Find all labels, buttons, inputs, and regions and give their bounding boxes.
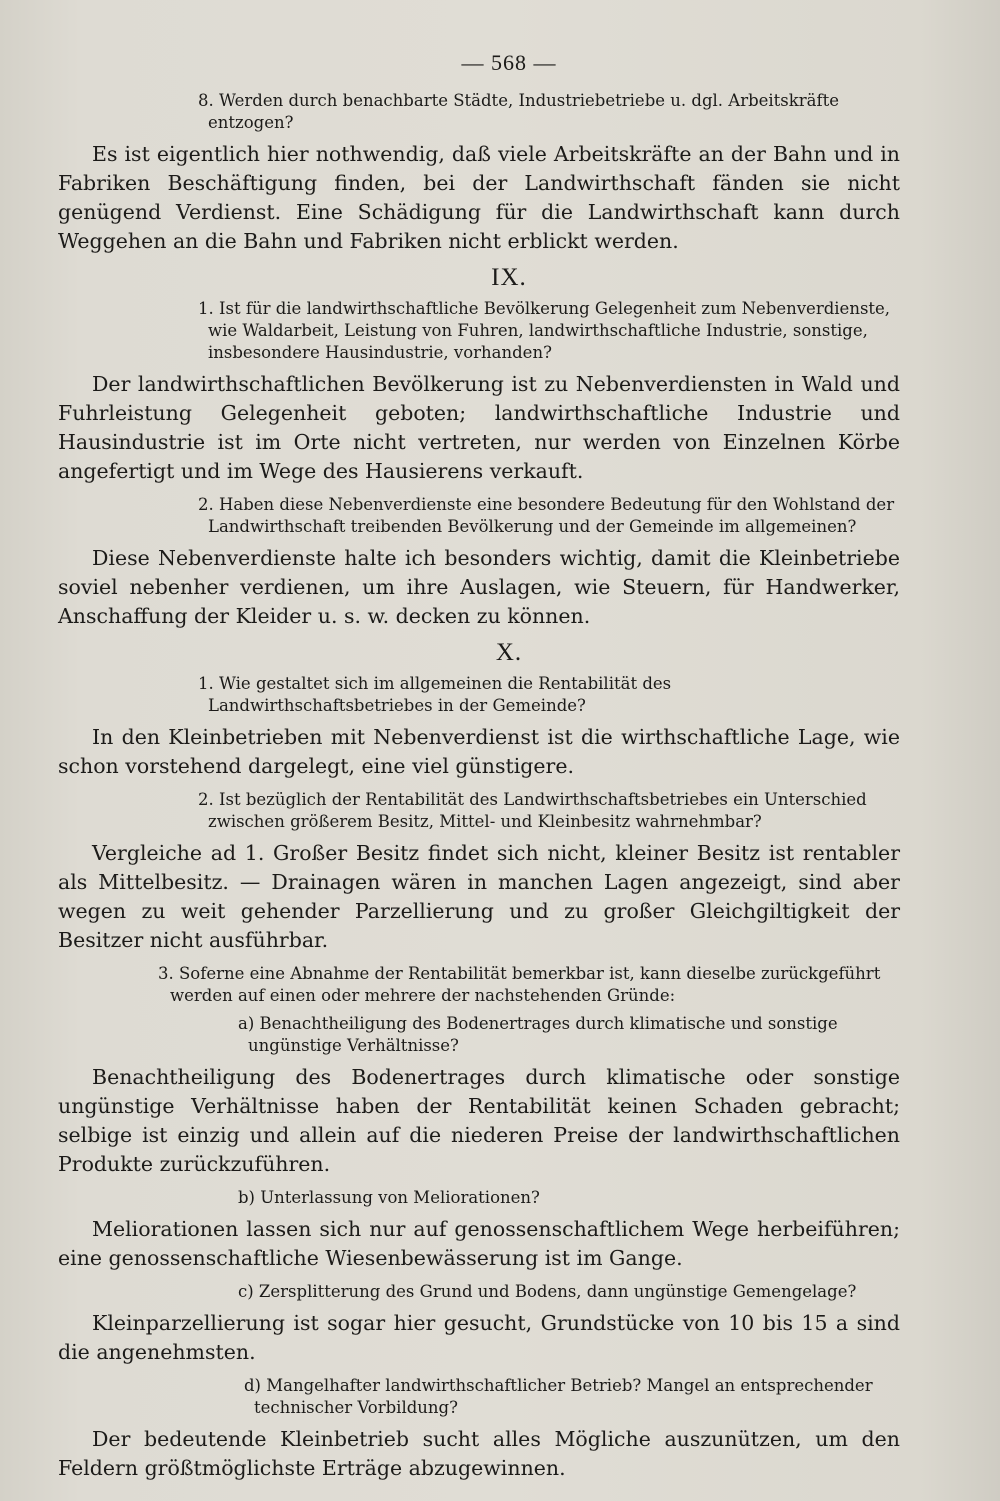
answer-paragraph: Der landwirthschaftlichen Bevölkerung ist zu Nebenverdiensten in Wald und Fuhrleistung Gelegenheit geboten; landwirthschaftliche Industrie und Hausindustrie ist im Orte nicht vertreten, nur werden von Einzelnen Körbe angefertigt und im Wege des Hausierens verkauft. xyxy=(58,372,900,483)
answer-paragraph: Der bedeutende Kleinbetrieb sucht alles Mögliche auszunützen, um den Feldern größtmöglichste Erträge abzugewinnen. xyxy=(58,1427,900,1480)
sub-question-text: d) Mangelhafter landwirthschaftlicher Betrieb? Mangel an entsprechender technischer Vorbildung? xyxy=(244,1376,873,1417)
sub-question-text: b) Unterlassung von Meliorationen? xyxy=(238,1188,540,1207)
question-text: 2. Ist bezüglich der Rentabilität des Landwirthschaftsbetriebes ein Unterschied zwischen größerem Besitz, Mittel- und Kleinbesitz wahrnehmbar? xyxy=(198,790,867,831)
page-content xyxy=(58,90,900,1483)
question-text: 1. Ist für die landwirthschaftliche Bevölkerung Gelegenheit zum Nebenverdienste, wie Waldarbeit, Leistung von Fuhren, landwirthschaftliche Industrie, sonstige, insbesondere Hausindustrie, vorhanden? xyxy=(198,299,891,362)
answer-paragraph: Kleinparzellierung ist sogar hier gesucht, Grundstücke von 10 bis 15 a sind die angenehmsten. xyxy=(58,1311,900,1364)
question-text: 1. Wie gestaltet sich im allgemeinen die Rentabilität des Landwirthschaftsbetriebes in der Gemeinde? xyxy=(198,674,672,715)
sub-question-text: a) Benachtheiligung des Bodenertrages durch klimatische und sonstige ungünstige Verhältnisse? xyxy=(238,1014,838,1055)
section-heading: X. xyxy=(495,639,523,666)
answer-paragraph: Benachtheiligung des Bodenertrages durch klimatische oder sonstige ungünstige Verhältnisse haben der Rentabilität keinen Schaden gebracht; selbige ist einzig und allein auf die niederen Preise der landwirthschaftlichen Produkte zurückzuführen. xyxy=(58,1065,900,1176)
section-heading: IX. xyxy=(491,264,527,291)
question-text: 8. Werden durch benachbarte Städte, Industriebetriebe u. dgl. Arbeitskräfte entzogen? xyxy=(198,91,840,132)
sub-question-text: c) Zersplitterung des Grund und Bodens, dann ungünstige Gemengelage? xyxy=(238,1282,857,1301)
answer-paragraph: Vergleiche ad 1. Großer Besitz findet sich nicht, kleiner Besitz ist rentabler als Mittelbesitz. — Drainagen wären in manchen Lagen angezeigt, sind aber wegen zu weit gehender Parzellierung und zu großer Gleichgiltigkeit der Besitzer nicht ausführbar. xyxy=(58,841,900,952)
page-number: — 568 — xyxy=(461,50,557,75)
answer-paragraph: In den Kleinbetrieben mit Nebenverdienst ist die wirthschaftliche Lage, wie schon vorstehend dargelegt, eine viel günstigere. xyxy=(58,725,900,778)
answer-paragraph: Es ist eigentlich hier nothwendig, daß viele Arbeitskräfte an der Bahn und in Fabriken Beschäftigung finden, bei der Landwirthschaft fänden sie nicht genügend Verdienst. Eine Schädigung für die Landwirthschaft kann durch Weggehen an die Bahn und Fabriken nicht erblickt werden. xyxy=(58,142,900,253)
question-text: 3. Soferne eine Abnahme der Rentabilität bemerkbar ist, kann dieselbe zurückgeführt werden auf einen oder mehrere der nachstehenden Gründe: xyxy=(158,964,881,1005)
answer-paragraph: Diese Nebenverdienste halte ich besonders wichtig, damit die Kleinbetriebe soviel nebenher verdienen, um ihre Auslagen, wie Steuern, für Handwerker, Anschaffung der Kleider u. s. w. decken zu können. xyxy=(58,546,900,628)
question-text: 2. Haben diese Nebenverdienste eine besondere Bedeutung für den Wohlstand der Landwirthschaft treibenden Bevölkerung und der Gemeinde im allgemeinen? xyxy=(198,495,895,536)
answer-paragraph: Meliorationen lassen sich nur auf genossenschaftlichem Wege herbeiführen; eine genossenschaftliche Wiesenbewässerung ist im Gange. xyxy=(58,1217,900,1270)
